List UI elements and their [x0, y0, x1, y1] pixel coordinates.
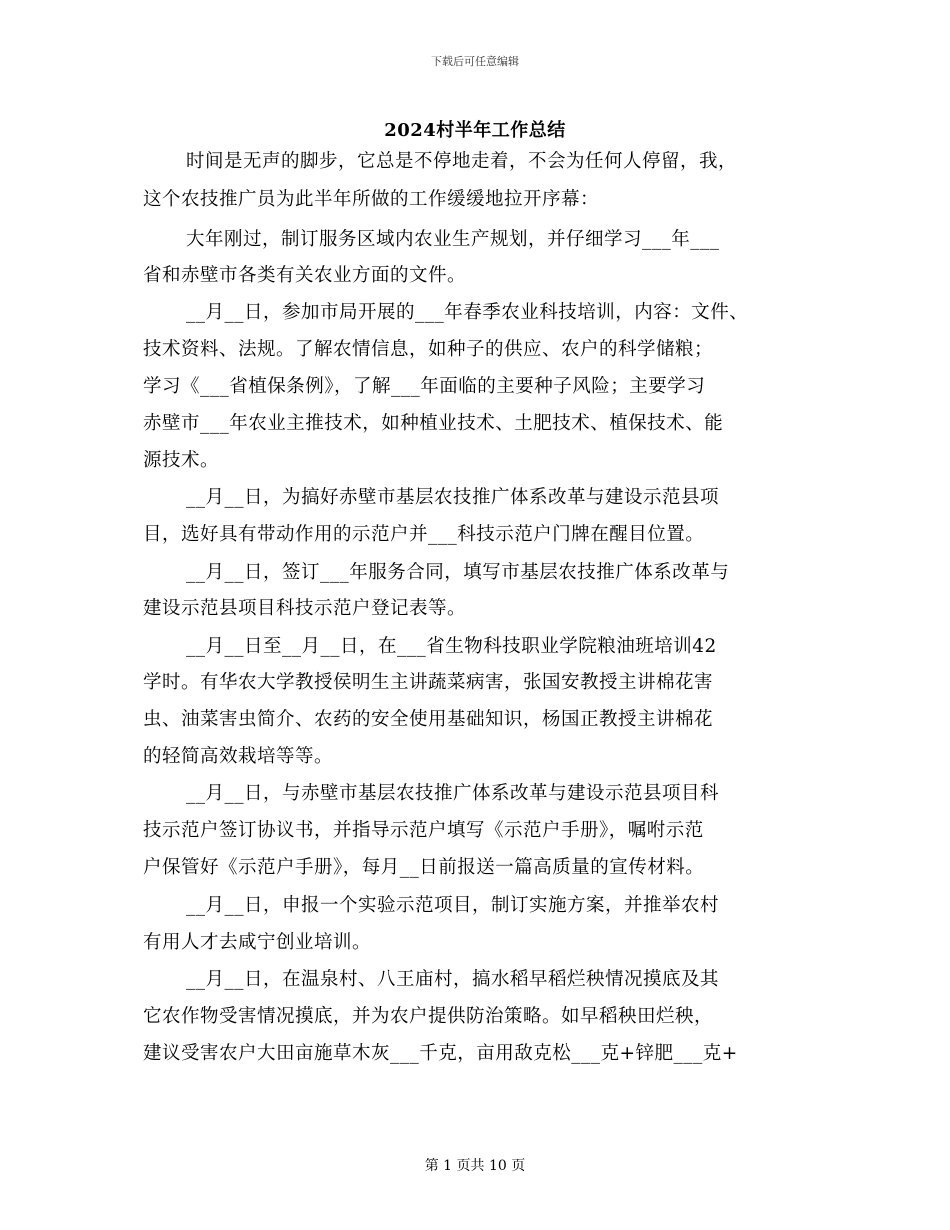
body-line: 建设示范县项目科技示范户登记表等。 — [143, 598, 467, 619]
body-line: 时间是无声的脚步，它总是不停地走着，不会为任何人停留，我， — [186, 151, 738, 172]
body-line: 的轻简高效栽培等等。 — [143, 746, 334, 767]
body-line: __月__日，与赤壁市基层农技推广体系改革与建设示范县项目科 — [186, 783, 720, 804]
body-line: __月__日，签订___年服务合同，填写市基层农技推广体系改革与 — [186, 562, 730, 583]
body-line: __月__日，在温泉村、八王庙村，搞水稻早稻烂秧情况摸底及其 — [186, 969, 720, 990]
body-line: 源技术。 — [143, 450, 220, 471]
body-line: 赤壁市___年农业主推技术，如种植业技术、土肥技术、植保技术、能 — [143, 413, 724, 434]
body-line: 技术资料、法规。了解农情信息，如种子的供应、农户的科学储粮； — [143, 339, 714, 360]
body-line: 它农作物受害情况摸底，并为农户提供防治策略。如早稻秧田烂秧， — [143, 1006, 714, 1027]
body-line: __月__日，参加市局开展的___年春季农业科技培训，内容：文件、 — [186, 302, 749, 323]
body-line: 省和赤壁市各类有关农业方面的文件。 — [143, 265, 467, 286]
body-line: 学习《___省植保条例》，了解___年面临的主要种子风险；主要学习 — [143, 376, 706, 397]
body-line: 建议受害农户大田亩施草木灰___千克，亩用敌克松___克+锌肥___克+ — [143, 1043, 738, 1064]
body-line: 这个农技推广员为此半年所做的工作缓缓地拉开序幕： — [143, 189, 600, 210]
body-line: 户保管好《示范户手册》，每月__日前报送一篇高质量的宣传材料。 — [143, 857, 705, 878]
body-line: __月__日，申报一个实验示范项目，制订实施方案，并推举农村 — [186, 895, 720, 916]
body-line: 技示范户签订协议书，并指导示范户填写《示范户手册》，嘱咐示范 — [143, 820, 704, 841]
body-line: __月__日，为搞好赤壁市基层农技推广体系改革与建设示范县项 — [186, 487, 720, 508]
body-line: 大年刚过，制订服务区域内农业生产规划，并仔细学习___年___ — [186, 229, 720, 250]
body-line: __月__日至__月__日，在___省生物科技职业学院粮油班培训42 — [186, 636, 717, 657]
document-title: 2024村半年工作总结 — [384, 120, 566, 141]
body-line: 目，选好具有带动作用的示范户并___科技示范户门牌在醒目位置。 — [143, 524, 705, 545]
body-line: 有用人才去咸宁创业培训。 — [143, 932, 372, 953]
body-line: 学时。有华农大学教授侯明生主讲蔬菜病害，张国安教授主讲棉花害 — [143, 672, 714, 693]
body-line: 虫、油菜害虫简介、农药的安全使用基础知识，杨国正教授主讲棉花 — [143, 709, 714, 730]
header-note: 下载后可任意编辑 — [431, 55, 519, 68]
page-footer: 第 1 页共 10 页 — [424, 1158, 526, 1174]
